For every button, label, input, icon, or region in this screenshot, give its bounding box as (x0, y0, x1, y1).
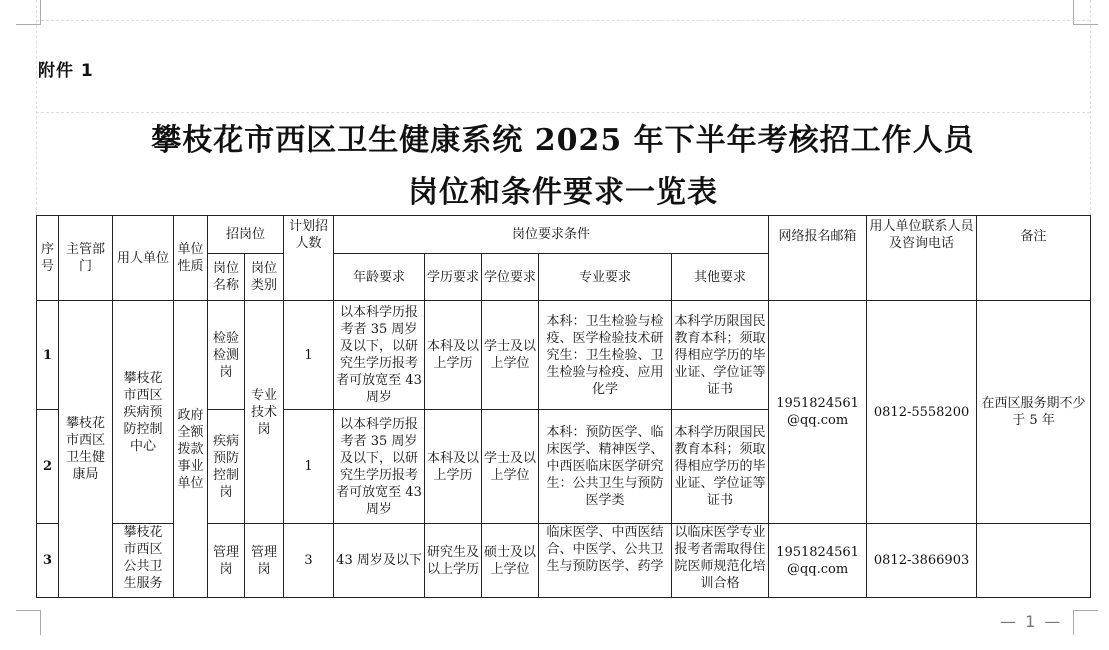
remark-cell (977, 524, 1091, 598)
contact-cell: 0812-3866903 (867, 524, 977, 598)
document-title-line1: 攀枝花市西区卫生健康系统 2025 年下半年考核招工作人员 (151, 123, 975, 158)
age-cell: 以本科学历报考者 35 周岁及以下，以研究生学历报考者可放宽至 43 周岁 (334, 410, 425, 524)
header-nature: 单位性质 (174, 216, 208, 301)
edu-cell: 本科及以上学历 (425, 301, 482, 410)
unit-cell: 攀枝花市西区公共卫生服务 (113, 524, 174, 598)
crop-mark-top-right (1073, 0, 1098, 25)
header-dept: 主管部门 (59, 216, 113, 301)
gridline (1090, 0, 1091, 215)
positions-table (36, 215, 1091, 598)
age-cell: 以本科学历报考者 35 周岁及以下，以研究生学历报考者可放宽至 43 周岁 (334, 301, 425, 410)
crop-mark-bottom-left (16, 610, 41, 635)
major-cell: 本科：预防医学、临床医学、精神医学、中西医临床医学研究生：公共卫生与预防医学类 (539, 410, 672, 524)
edu-cell: 本科及以上学历 (425, 410, 482, 524)
nature-cell: 政府全额拨款事业单位 (174, 301, 208, 598)
header-position-group: 招岗位 (208, 216, 284, 254)
contact-cell: 0812-5558200 (867, 301, 977, 524)
pos-type-cell: 专业技术岗 (245, 301, 284, 524)
row-seq: 2 (37, 410, 59, 524)
header-requirements-group: 岗位要求条件 (334, 216, 769, 254)
email-cell: 1951824561@qq.com (769, 301, 867, 524)
gridline (36, 20, 1090, 21)
crop-mark-top-left (16, 0, 41, 25)
unit-cdc-cell: 攀枝花市西区疾病预防控制中心 (113, 301, 174, 524)
plan-cell: 1 (284, 301, 334, 410)
email-cell: 1951824561@qq.com (769, 524, 867, 598)
header-unit: 用人单位 (113, 216, 174, 301)
table-row (37, 301, 1091, 410)
row-seq: 1 (37, 301, 59, 410)
row-seq: 3 (37, 524, 59, 598)
header-pos-name: 岗位名称 (208, 254, 245, 301)
header-degree: 学位要求 (482, 254, 539, 301)
header-email: 网络报名邮箱 (769, 216, 867, 301)
plan-cell: 1 (284, 410, 334, 524)
crop-mark-bottom-right (1073, 610, 1098, 635)
page-number: — 1 — (1000, 612, 1063, 631)
degree-cell: 学士及以上学位 (482, 410, 539, 524)
pos-name-cell: 检验检测岗 (208, 301, 245, 410)
plan-cell: 3 (284, 524, 334, 598)
header-remark: 备注 (977, 216, 1091, 301)
other-cell: 本科学历限国民教育本科；须取得相应学历的毕业证、学位证等证书 (672, 301, 769, 410)
header-seq: 序号 (37, 216, 59, 301)
annex-label: 附件 1 (38, 61, 94, 81)
remark-cell: 在西区服务期不少于 5 年 (977, 301, 1091, 524)
edu-cell: 研究生及以上学历 (425, 524, 482, 598)
document-title-line2: 岗位和条件要求一览表 (408, 175, 718, 210)
dept-cell: 攀枝花市西区卫生健康局 (59, 301, 113, 598)
age-cell: 43 周岁及以下 (334, 524, 425, 598)
header-plan: 计划招人数 (284, 216, 334, 301)
other-cell: 以临床医学专业报考者需取得住院医师规范化培训合格 (672, 524, 769, 598)
header-age: 年龄要求 (334, 254, 425, 301)
major-cell: 本科：卫生检验与检疫、医学检验技术研究生：卫生检验、卫生检验与检疫、应用化学 (539, 301, 672, 410)
degree-cell: 硕士及以上学位 (482, 524, 539, 598)
gridline (36, 112, 1090, 113)
header-edu: 学历要求 (425, 254, 482, 301)
header-pos-type: 岗位类别 (245, 254, 284, 301)
header-contact: 用人单位联系人员及咨询电话 (867, 216, 977, 301)
pos-name-cell: 管理岗 (208, 524, 245, 598)
major-cell: 临床医学、中西医结合、中医学、公共卫生与预防医学、药学 (539, 524, 672, 598)
header-major: 专业要求 (539, 254, 672, 301)
header-other: 其他要求 (672, 254, 769, 301)
pos-type-cell: 管理岗 (245, 524, 284, 598)
other-cell: 本科学历限国民教育本科；须取得相应学历的毕业证、学位证等证书 (672, 410, 769, 524)
degree-cell: 学士及以上学位 (482, 301, 539, 410)
pos-name-cell: 疾病预防控制岗 (208, 410, 245, 524)
